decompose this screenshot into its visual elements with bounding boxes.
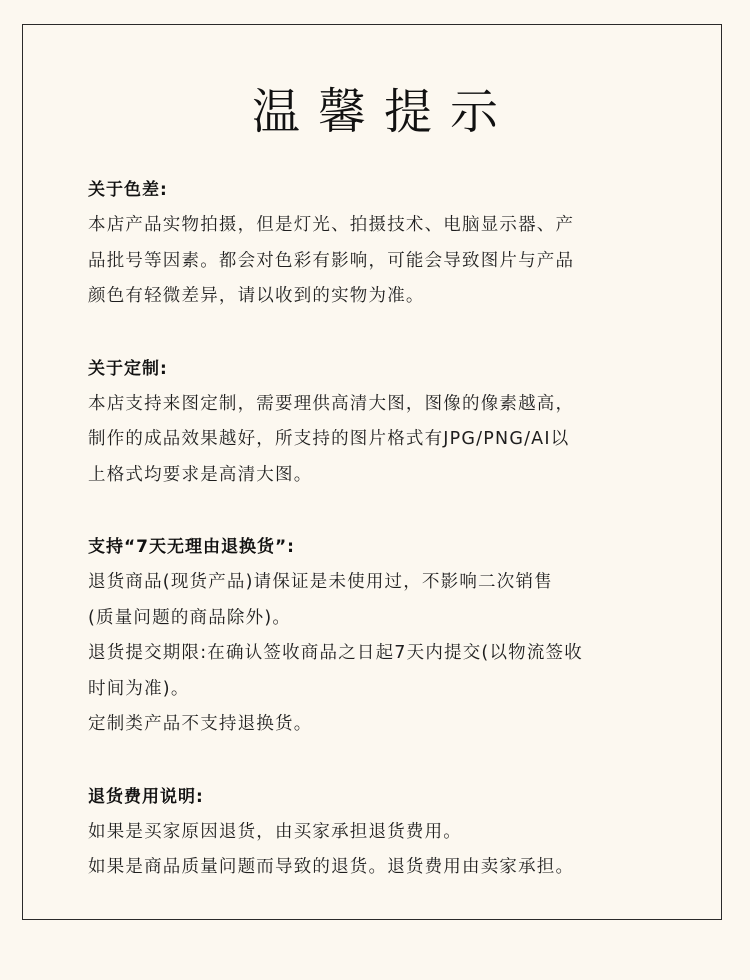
paragraph-line: 定制类产品不支持退换货。 xyxy=(88,714,313,734)
section-heading: 退货费用说明: xyxy=(88,786,204,807)
paragraph-line: 时间为准)。 xyxy=(88,678,190,699)
paragraph-line: (质量问题的商品除外)。 xyxy=(88,607,292,628)
notice-content xyxy=(88,172,668,922)
section-color-difference xyxy=(88,172,668,315)
section-return-fees xyxy=(88,779,668,886)
paragraph-line: 退货商品(现货产品)请保证是未使用过，不影响二次销售 xyxy=(88,572,553,592)
section-returns-policy xyxy=(88,529,668,743)
paragraph-line: 本店支持来图定制，需要理供高清大图，图像的像素越高， xyxy=(88,393,575,414)
paragraph-line: 制作的成品效果越好，所支持的图片格式有JPG/PNG/AI以 xyxy=(88,429,570,449)
page-title: 温馨提示 xyxy=(251,84,516,140)
paragraph-line: 如果是商品质量问题而导致的退货。退货费用由卖家承担。 xyxy=(88,857,575,877)
paragraph-line: 品批号等因素。都会对色彩有影响，可能会导致图片与产品 xyxy=(88,250,575,271)
section-customization xyxy=(88,351,668,494)
paragraph-line: 退货提交期限:在确认签收商品之日起7天内提交(以物流签收 xyxy=(88,643,583,663)
section-heading: 支持“7天无理由退换货”: xyxy=(88,537,295,557)
paragraph-line: 本店产品实物拍摄，但是灯光、拍摄技术、电脑显示器、产 xyxy=(88,215,575,235)
paragraph-line: 颜色有轻微差异，请以收到的实物为准。 xyxy=(88,286,425,306)
paragraph-line: 上格式均要求是高清大图。 xyxy=(88,464,313,485)
paragraph-line: 如果是买家原因退货，由买家承担退货费用。 xyxy=(88,821,462,842)
section-heading: 关于定制: xyxy=(88,358,168,379)
section-heading: 关于色差: xyxy=(88,180,168,200)
